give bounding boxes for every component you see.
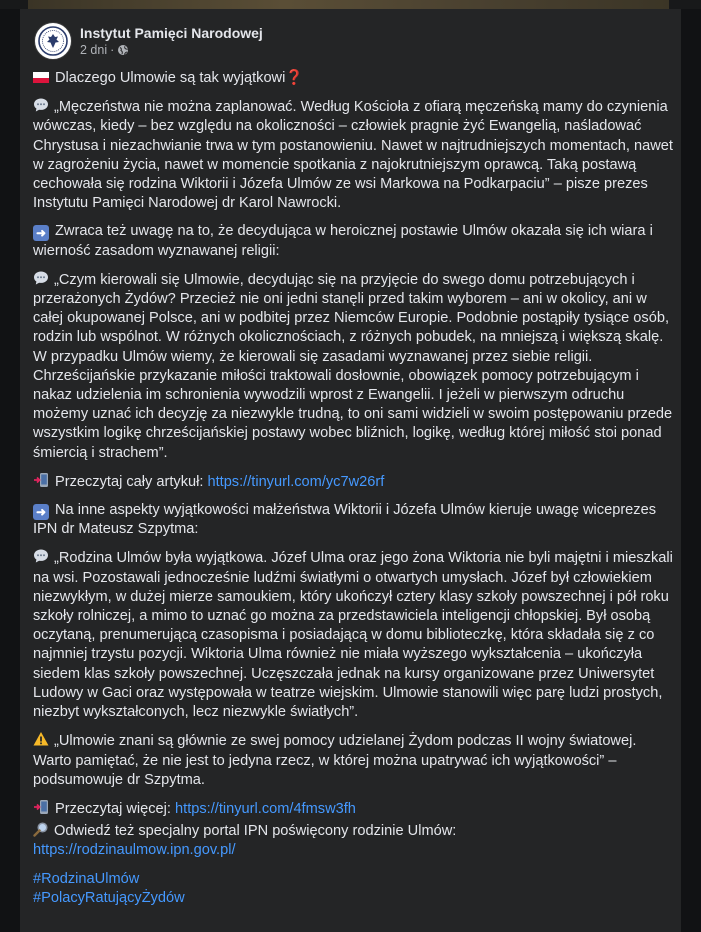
page-avatar[interactable]	[34, 22, 72, 60]
post-header	[34, 21, 263, 61]
post-paragraph	[33, 501, 673, 539]
post-paragraph	[33, 97, 673, 213]
post-paragraph	[33, 548, 673, 722]
portal-link[interactable]: https://rodzinaulmow.ipn.gov.pl/	[33, 842, 236, 859]
hashtag-link[interactable]: #PolacyRatującyŻydów	[33, 889, 185, 906]
hashtag-link[interactable]: #RodzinaUlmów	[33, 870, 140, 887]
portal-line	[33, 821, 673, 860]
poland-flag-icon	[33, 72, 49, 83]
ipn-logo-icon	[38, 26, 68, 56]
hashtags	[33, 870, 673, 908]
post-body	[33, 69, 673, 917]
warning-icon	[33, 731, 49, 747]
read-more-text: Przeczytaj więcej:	[55, 800, 176, 817]
paragraph-text: Dlaczego Ulmowie są tak wyjątkowi	[55, 70, 286, 86]
previous-post-image-strip	[0, 0, 701, 9]
post-paragraph	[33, 270, 673, 463]
globe-icon	[117, 44, 129, 56]
speech-bubble-icon	[33, 270, 49, 286]
meta-separator: ·	[110, 43, 115, 57]
article-link[interactable]: https://tinyurl.com/yc7w26rf	[207, 473, 385, 490]
previous-post-image	[28, 0, 669, 9]
paragraph-text: „Rodzina Ulmów była wyjątkowa. Józef Ulma oraz jego żona Wiktoria nie byli majętni i mieszkali na wsi. Pozostawali jednocześnie ludźmi światłymi o otwartych umysłach. Józef był człowiekiem niezwykłym, w dużej mierze samoukiem, który ukończył cztery klasy szkoły powszechnej i pół roku szkoły rolniczej, a mimo to uznać go można za przedstawiciela inteligencji chłopskiej. Był osobą oczytaną, prenumerującą czasopisma i posiadającą w domu biblioteczkę, która składała się z co najmniej trzystu pozycji. Wiktoria Ulma również nie miała wyższego wykształcenia – ukończyła siedem klas szkoły powszechnej. Uczęszczała jednak na kursy organizowane przez Uniwersytet Ludowy w Gaci oraz występowała w teatrze wiejskim. Ulmowie stanowili więc parę ludzi prostych, niezbyt wykształconych, lecz niezwykle światłych”.	[33, 550, 673, 721]
read-more-link[interactable]: https://tinyurl.com/4fmsw3fh	[175, 800, 356, 817]
right-arrow-icon: ➜	[33, 504, 49, 520]
question-mark-icon: ❓	[285, 70, 304, 86]
post-meta	[80, 42, 263, 58]
phone-arrow-icon	[33, 799, 50, 815]
post-paragraph	[33, 472, 673, 492]
paragraph-text: Zwraca też uwagę na to, że decydująca w heroicznej postawie Ulmów okazała się ich wiara i wierność zasadom wyznawanej religii:	[33, 223, 653, 259]
portal-text: Odwiedź też specjalny portal IPN poświęcony rodzinie Ulmów:	[54, 823, 457, 840]
speech-bubble-icon	[33, 548, 49, 564]
paragraph-text: „Czym kierowali się Ulmowie, decydując się na przyjęcie do swego domu potrzebujących i przerażonych Żydów? Przecież nie oni jedni stanęli przed takim wyborem – ani w okolicy, ani w całej okupowanej Polsce, ani w podbitej przez Niemców Europie. Podobnie postąpiły tysiące osób, rodzin lub wspólnot. W różnych okolicznościach, z różnych pobudek, na mniejszą i większą skalę. W przypadku Ulmów wiemy, że kierowali się zasadami wyznawanej przez siebie religii. Chrześcijańskie przykazanie miłości traktowali dosłownie, obowiązek pomocy potrzebującym i nakaz udzielenia im schronienia wywodzili wprost z Ewangelii. I jeżeli w pierwszym odruchu możemy uznać ich decyzję za niezwykle trudną, to oni sami widzieli w swoim postępowaniu przede wszystkim logikę chrześcijańskiej postawy wobec bliźnich, logikę, według której miłość stoi ponad śmiercią i strachem”.	[33, 271, 673, 461]
post-paragraph	[33, 69, 673, 88]
post-paragraph	[33, 731, 673, 790]
speech-bubble-icon	[33, 97, 49, 113]
paragraph-text: Na inne aspekty wyjątkowości małżeństwa Wiktorii i Józefa Ulmów kieruje uwagę wiceprezes IPN dr Mateusz Szpytma:	[33, 502, 657, 538]
paragraph-text: „Ulmowie znani są głównie ze swej pomocy udzielanej Żydom podczas II wojny światowej. Warto pamiętać, że nie jest to jedyna rzecz, w której można upatrywać ich wyjątkowości” – podsumowuje dr Szpytma.	[33, 733, 637, 788]
page-name-link[interactable]: Instytut Pamięci Narodowej	[80, 25, 263, 41]
right-arrow-icon: ➜	[33, 225, 49, 241]
read-more-line	[33, 799, 673, 819]
post-card	[20, 9, 681, 932]
phone-arrow-icon	[33, 472, 50, 488]
paragraph-text: Przeczytaj cały artykuł:	[55, 473, 208, 490]
post-timestamp[interactable]: 2 dni	[80, 43, 108, 57]
magnifier-icon	[33, 821, 49, 837]
paragraph-text: „Męczeństwa nie można zaplanować. Według Kościoła z ofiarą męczeńską mamy do czynienia wówczas, kiedy – bez względu na okoliczności – człowiek pragnie żyć Ewangelią, naśladować Chrystusa i niezachwianie trwa w tym postanowieniu. Nawet w najtrudniejszych momentach, nawet w zagrożeniu życia, nawet w momencie spotkania z najokrutniejszym oprawcą. Taką postawą cechowała się rodzina Wiktorii i Józefa Ulmów ze wsi Markowa na Podkarpaciu” – pisze prezes Instytutu Pamięci Narodowej dr Karol Nawrocki.	[33, 99, 673, 212]
post-paragraph	[33, 222, 673, 260]
